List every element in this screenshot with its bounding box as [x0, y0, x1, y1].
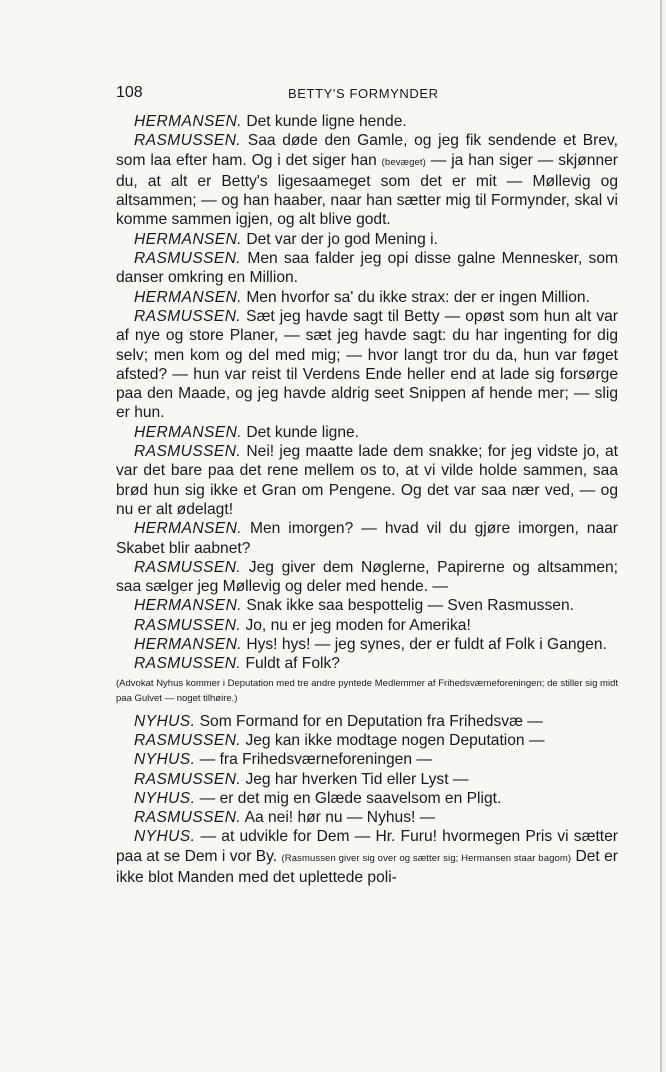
dialogue-text: Jo, nu er jeg moden for Amerika!: [241, 616, 471, 634]
speaker-name: RASMUSSEN.: [134, 558, 242, 576]
dialogue-text: Snak ikke saa bespottelig — Sven Rasmussen.: [241, 597, 574, 615]
dialogue-line: [116, 750, 618, 769]
speaker-name: HERMANSEN.: [134, 597, 242, 615]
dialogue-line: [116, 558, 618, 597]
dialogue-line: [116, 442, 618, 519]
speaker-name: RASMUSSEN.: [134, 731, 242, 749]
speaker-name: HERMANSEN.: [134, 423, 242, 441]
speaker-name: RASMUSSEN.: [134, 655, 242, 673]
speaker-name: HERMANSEN.: [134, 288, 242, 306]
dialogue-text: — ja han siger — skjønner du, at alt er Betty's ligesaameget som det er mit — Møllevig og altsammen; — og han haaber, naar han sætter mig til Formynder, skal vi komme sammen igjen, og alt blive godt.: [116, 151, 618, 229]
dialogue-line: [116, 712, 618, 731]
dialogue-line: [116, 770, 618, 789]
speaker-name: NYHUS.: [134, 789, 196, 807]
speaker-name: NYHUS.: [134, 828, 196, 846]
dialogue-text: Sæt jeg havde sagt til Betty — opøst som hun alt var af nye og store Planer, — sæt jeg havde sagt: du har ingenting for dig selv; men kom og del med mig; — hvor langt tror du da, hun var føget afsted? — hun var reist til Verdens Ende heller end at lade sig forsørge paa den Maade, og jeg havde aldrig seet Snippen af hende mer; — slig er hun.: [116, 307, 618, 422]
dialogue-line: [116, 307, 618, 423]
speaker-name: NYHUS.: [134, 712, 196, 730]
dialogue-line: [116, 519, 618, 558]
dialogue-text: Det kunde ligne hende.: [241, 113, 407, 130]
page-header: [116, 84, 616, 108]
dialogue-text: Jeg kan ikke modtage nogen Deputation —: [241, 731, 545, 749]
dialogue-text: Hys! hys! — jeg synes, der er fuldt af Folk i Gangen.: [241, 636, 607, 654]
inline-stage-direction: (Rasmussen giver sig over og sætter sig; Hermansen staar bagom): [281, 852, 572, 864]
dialogue-line: [116, 731, 618, 750]
dialogue-line: [116, 230, 618, 249]
dialogue-line: [116, 249, 618, 288]
speaker-name: RASMUSSEN.: [134, 250, 242, 268]
dialogue-line: [116, 616, 618, 635]
dialogue-text: — er det mig en Glæde saavelsom en Pligt.: [195, 789, 502, 807]
dialogue-line: [116, 288, 618, 307]
dialogue-line: [116, 131, 618, 229]
running-title: BETTY'S FORMYNDER: [288, 86, 439, 101]
speaker-name: HERMANSEN.: [134, 520, 242, 538]
page-number: 108: [116, 84, 143, 101]
dialogue-text: Men imorgen? — hvad vil du gjøre imorgen, naar Skabet blir aabnet?: [116, 520, 618, 557]
dialogue-text: Saa døde den Gamle, og jeg fik sendende et Brev, som laa efter ham. Og i det siger han: [116, 132, 618, 169]
speaker-name: RASMUSSEN.: [134, 809, 242, 827]
dialogue-text: Det kunde ligne.: [241, 423, 360, 441]
speaker-name: HERMANSEN.: [134, 230, 242, 248]
dialogue-line: [116, 112, 618, 131]
speaker-name: NYHUS.: [134, 751, 196, 769]
speaker-name: RASMUSSEN.: [134, 443, 242, 461]
speaker-name: RASMUSSEN.: [134, 770, 242, 788]
dialogue-line: [116, 423, 618, 442]
dialogue-text: — at udvikle for Dem — Hr. Furu! hvormegen Pris vi sætter paa at se Dem i vor By.: [116, 828, 618, 865]
dialogue-text: Aa nei! hør nu — Nyhus! —: [241, 809, 436, 827]
dialogue-line: [116, 654, 618, 673]
dialogue-text: Men hvorfor sa' du ikke strax: der er ingen Million.: [241, 288, 590, 306]
stage-direction: (Advokat Nyhus kommer i Deputation med tre andre pyntede Medlemmer af Frihedsværneforeningen; de stiller sig midt paa Gulvet — noget tilhøire.): [116, 677, 618, 704]
dialogue-text: Det var der jo god Mening i.: [241, 230, 438, 248]
dialogue-text: Jeg giver dem Nøglerne, Papirerne og altsammen; saa sælger jeg Møllevig og deler med hende. —: [116, 558, 618, 596]
speaker-name: HERMANSEN.: [134, 113, 242, 130]
dialogue-text: Jeg har hverken Tid eller Lyst —: [241, 770, 469, 788]
dialogue-line: [116, 827, 618, 887]
dialogue-line: [116, 596, 618, 615]
dialogue-line: [116, 808, 618, 827]
dialogue-text: Som Formand for en Deputation fra Frihedsvæ —: [195, 712, 543, 730]
dialogue-line: [116, 635, 618, 654]
dialogue-text: Men saa falder jeg opi disse galne Mennesker, som danser omkring en Million.: [116, 250, 618, 287]
speaker-name: HERMANSEN.: [134, 636, 242, 654]
play-text: [116, 112, 618, 887]
dialogue-text: Nei! jeg maatte lade dem snakke; for jeg vidste jo, at var det bare paa det rene mellem os to, at vi vilde holde sammen, saa brød hun sig ikke et Gran om Pengene. Og det var saa nær ved, — og nu er alt ødelagt!: [116, 443, 618, 518]
speaker-name: RASMUSSEN.: [134, 616, 242, 634]
dialogue-line: [116, 789, 618, 808]
speaker-name: RASMUSSEN.: [134, 307, 242, 325]
speaker-name: RASMUSSEN.: [134, 132, 242, 150]
inline-stage-direction: (bevæget): [381, 156, 426, 168]
dialogue-text: Fuldt af Folk?: [241, 655, 340, 673]
dialogue-text: Det er ikke blot Manden med det uplettede poli-: [116, 847, 618, 886]
dialogue-text: — fra Frihedsværneforeningen —: [195, 751, 432, 769]
